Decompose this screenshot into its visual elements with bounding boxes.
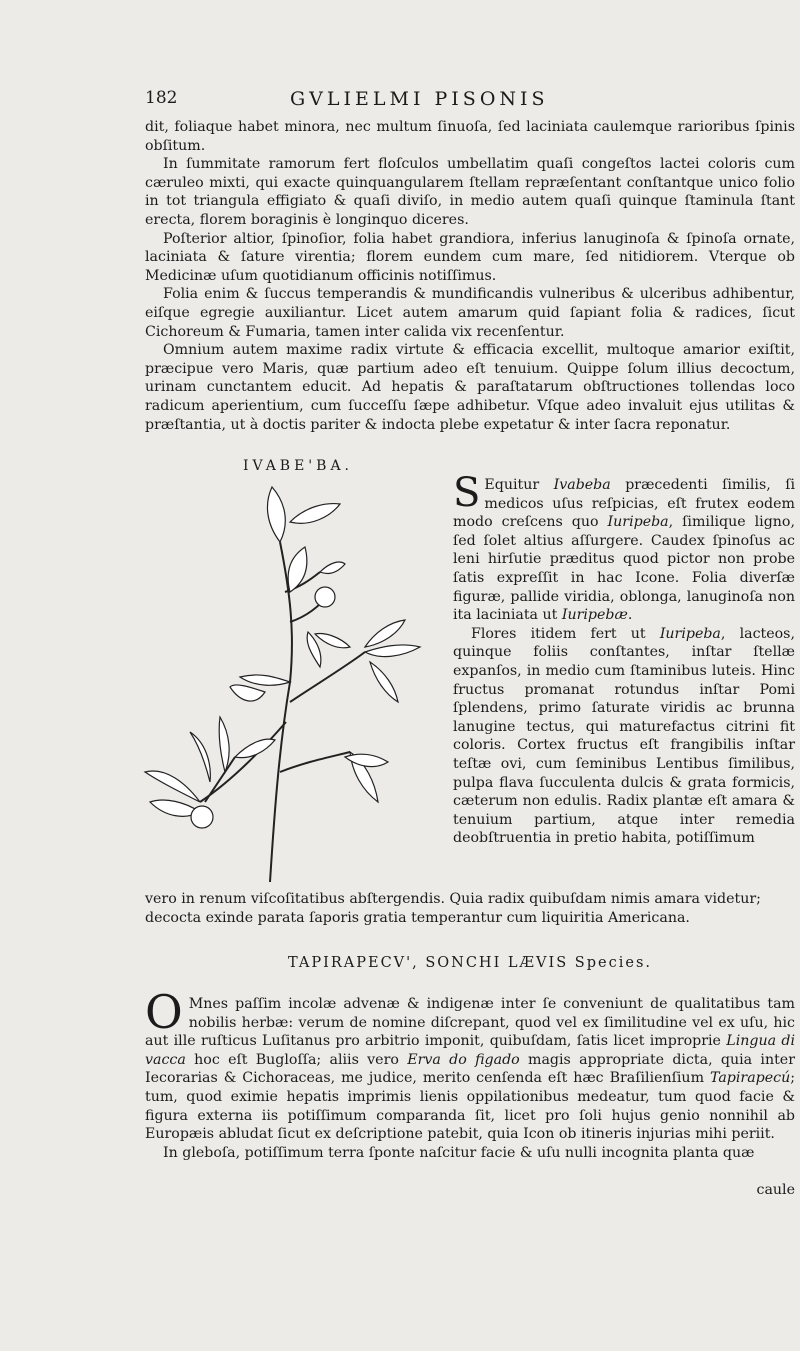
paragraph-1: dit, foliaque habet minora, nec multum ſinuoſa, ſed laciniata caulemque rarioribus ſpinis obſitum. (145, 119, 795, 154)
paragraph-5: Omnium autem maxime radix virtute & efficacia excellit, multoque amarior exiſtit, præcipue vero Maris, quæ partium adeo eſt tenuium. Quippe ſolum illius decoctum, urinam cunctantem educit. Ad hepatis & paraſtatarum obſtructiones tollendas loco radicum aperientium, cum ſucceſſu ſæpe adhibetur. Vſque adeo invaluit ejus utilitas & præſtantia, ut à doctis pariter & indocta plebe expetatur & inter ſacra reponatur. (145, 342, 795, 433)
paragraph-4: Folia enim & ſuccus temperandis & mundificandis vulneribus & ulceribus adhibentur, eiſque egregie auxiliantur. Licet autem amarum quid ſapiant folia & radices, ſicut Cichoreum & Fumaria, tamen inter calida vix recenſentur. (145, 286, 795, 340)
tapirapecu-text (145, 985, 795, 1162)
paragraph-2: In ſummitate ramorum fert floſculos umbellatim quaſi congeſtos lactei coloris cum cæruleo mixti, qui exacte quinquangularem ſtellam repræſentant conſtantque unico folio in tot triangula effigiato & quaſi diviſo, in medio autem quaſi quinque ſtaminula ſtant erecta, florem boraginis è longinquo diceres. (145, 156, 795, 228)
tapirapecu-paragraph-2: In gleboſa, potiſſimum terra ſponte naſcitur facie & uſu nulli incognita planta quæ (163, 1144, 755, 1161)
ivabeba-paragraph-1: Equitur Ivabeba præcedenti ſimilis, ſi medicos uſus reſpicias, eſt frutex eodem modo creſcens quo Iuripeba, ſimilique ligno, ſed ſolet altius aſſurgere. Caudex ſpinoſus ac leni hirſutie præditus quod pictor non probe ſatis expreſſit in hac Icone. Folia diverſæ figuræ, pallide viridia, oblonga, lanuginoſa non ita laciniata ut Iuripebæ. (453, 477, 795, 624)
running-header (145, 88, 795, 114)
top-text-block (145, 118, 795, 434)
ivabeba-heading: IVABE'BA. (243, 458, 354, 474)
ivabeba-paragraph-2: Flores itidem fert ut Iuripeba, lacteos, quinque foliis conſtantes, inſtar ſtellæ expanſos, in medio cum ſtaminibus luteis. Hinc fructus promanat rotundus inſtar Pomi ſplendens, primo ſaturate viridis ac brunna lanugine tectus, qui maturefactus citrini fit coloris. Cortex fructus eſt frangibilis inſtar teſtæ ovi, cum ſeminibus Lentibus ſimilibus, pulpa flava ſucculenta dulcis & grata formicis, cæterum non edulis. Radix plantæ eſt amara & tenuium partium, atque inter remedia deobſtruentia in pretio habita, potiſſimum (453, 625, 795, 847)
ivabeba-continuation: vero in renum viſcoſitatibus abſtergendis. Quia radix quibuſdam nimis amara videtur; decocta exinde parata ſaporis gratia temperantur cum liquiritia Americana. (145, 891, 761, 926)
running-title: GVLIELMI PISONIS (290, 88, 549, 110)
drop-cap-o: O (145, 985, 183, 1039)
tapirapecu-paragraph-1: Mnes paſſim incolæ advenæ & indigenæ inter ſe conveniunt de qualitatibus tam nobilis herbæ: verum de nomine diſcrepant, quod vel ex ſimilitudine vel ex uſu, hic aut ille ruſticus Luſitanus pro arbitrio imponit, quibuſdam, ſatis licet improprie Lingua di vacca hoc eſt Bugloſſa; aliis vero Erva do figado magis appropriate dicta, quia inter Iecorarias & Cichoraceas, me judice, merito cenſenda eſt hæc Braſilienſium Tapirapecú; tum, quod eximie hepatis imprimis lienis oppilationibus medeatur, tum quod facie & figura externa iis potiſſimum comparanda ſit, licet pro ſoli hujus genio nonnihil ab Europæis abludat ſicut ex deſcriptione patebit, quia Icon ob itineris injurias mihi periit. (145, 996, 795, 1143)
catchword: caule (756, 1182, 795, 1198)
ivabeba-description (453, 470, 795, 848)
tapirapecu-heading: TAPIRAPECV', SONCHI LÆVIS Species. (288, 955, 652, 971)
paragraph-3: Poſterior altior, ſpinoſior, folia habet grandiora, inferius lanuginoſa & ſpinoſa ornate, laciniata & ſature virentia; florem eundem cum mare, ſed nitidiorem. Vterque ob Medicinæ uſum quotidianum officinis notiſſimus. (145, 230, 795, 284)
page-number: 182 (145, 88, 178, 108)
ivabeba-plant-illustration (140, 472, 440, 887)
drop-cap-s: S (453, 470, 481, 516)
